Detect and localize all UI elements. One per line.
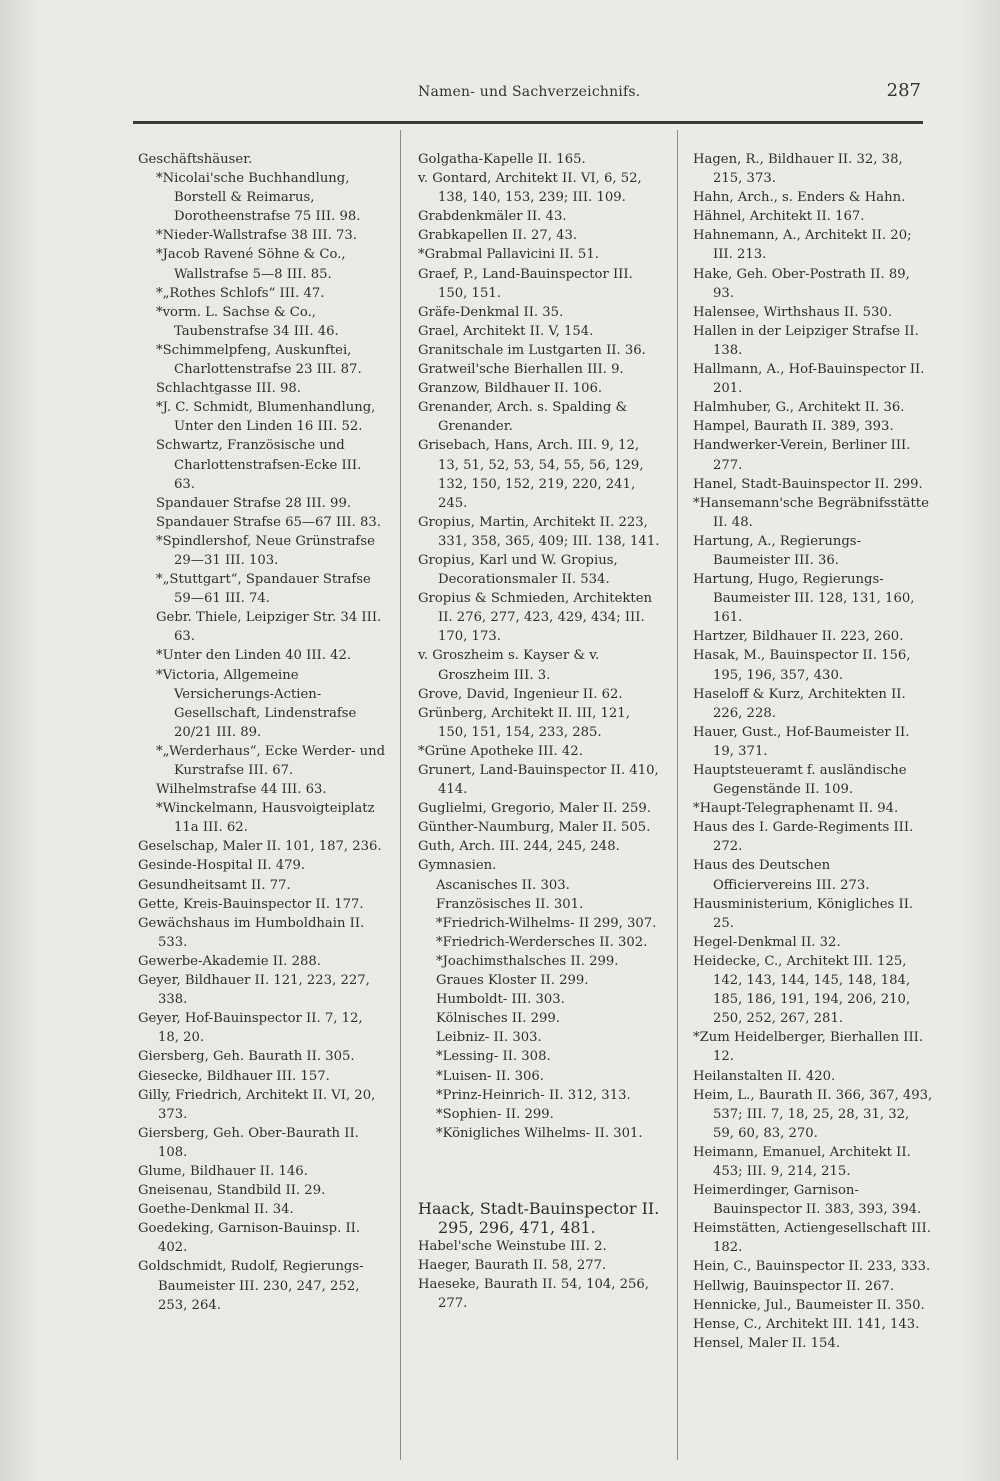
index-subentry: *Nicolai'sche Buchhandlung, Borstell & Reimarus, Dorotheenstrafse 75 III. 98. [156,171,361,225]
index-subentry: Gebr. Thiele, Leipziger Str. 34 III. 63. [156,610,382,645]
index-entry: *Grabmal Pallavicini II. 51. [418,247,599,263]
index-subentry: Spandauer Strafse 28 III. 99. [156,495,352,511]
index-entry: Hennicke, Jul., Baumeister II. 350. [693,1297,925,1313]
index-subentry: Kölnisches II. 299. [436,1011,560,1027]
running-title: Namen- und Sachverzeichnifs. [418,84,641,100]
index-subentry: Schlachtgasse III. 98. [156,381,301,397]
index-entry: Hausministerium, Königliches II. 25. [693,896,914,931]
page-header [133,78,923,108]
index-entry: Hake, Geh. Ober-Postrath II. 89, 93. [693,266,910,301]
index-column-1 [138,150,386,1315]
index-entry: *Grüne Apotheke III. 42. [418,743,583,759]
index-entry: Hallen in der Leipziger Strafse II. 138. [693,323,919,358]
index-entry: Gewächshaus im Humboldhain II. 533. [138,915,365,950]
index-subentry: Graues Kloster II. 299. [436,973,589,989]
index-entry: Grunert, Land-Bauinspector II. 410, 414. [418,763,659,798]
index-entry: Grael, Architekt II. V, 154. [418,323,594,339]
index-entry: Handwerker-Verein, Berliner III. 277. [693,438,911,473]
index-entry: Hasak, M., Bauinspector II. 156, 195, 196, 357, 430. [693,648,911,683]
index-subentry: Spandauer Strafse 65—67 III. 83. [156,514,381,530]
index-entry: Hartung, A., Regierungs-Baumeister III. 36. [693,533,862,568]
index-entry: Halmhuber, G., Architekt II. 36. [693,400,905,416]
column-divider [400,130,401,1460]
index-entry: Geyer, Hof-Bauinspector II. 7, 12, 18, 20. [138,1011,363,1046]
index-entry: Hahnemann, A., Architekt II. 20; III. 213. [693,228,912,263]
index-subentry: *Friedrich-Wilhelms- II 299, 307. [436,915,657,931]
index-entry: *Zum Heidelberger, Bierhallen III. 12. [693,1030,924,1065]
index-subentry: *Nieder-Wallstrafse 38 III. 73. [156,228,357,244]
index-entry: Guglielmi, Gregorio, Maler II. 259. [418,801,651,817]
index-entry: Hensel, Maler II. 154. [693,1335,841,1351]
index-entry: Hallmann, A., Hof-Bauinspector II. 201. [693,362,925,397]
index-entry: Grenander, Arch. s. Spalding & Grenander. [418,400,628,435]
index-subentry: *Joachimsthalsches II. 299. [436,953,619,969]
index-entry: Hartung, Hugo, Regierungs-Baumeister III. 128, 131, 160, 161. [693,572,915,626]
index-entry: Grünberg, Architekt II. III, 121, 150, 151, 154, 233, 285. [418,705,630,740]
index-entry: Giersberg, Geh. Baurath II. 305. [138,1049,355,1065]
index-entry: Granzow, Bildhauer II. 106. [418,381,603,397]
index-entry: Haus des I. Garde-Regiments III. 272. [693,820,914,855]
index-entry: Heidecke, C., Architekt III. 125, 142, 143, 144, 145, 148, 184, 185, 186, 191, 194, 206, 210, 250, 252, 267, 281. [693,953,911,1027]
index-column-2 [418,150,663,1313]
index-entry: Gewerbe-Akademie II. 288. [138,953,321,969]
index-entry: Haus des Deutschen Officiervereins III. 273. [693,858,870,893]
index-subentry: *Spindlershof, Neue Grünstrafse 29—31 III. 103. [156,533,375,568]
index-entry: Hampel, Baurath II. 389, 393. [693,419,894,435]
index-entry: Gropius, Martin, Architekt II. 223, 331, 358, 365, 409; III. 138, 141. [418,514,660,549]
index-entry: Hellwig, Bauinspector II. 267. [693,1278,895,1294]
index-entry: Guth, Arch. III. 244, 245, 248. [418,839,620,855]
index-entry: Grabkapellen II. 27, 43. [418,228,578,244]
index-entry: Hegel-Denkmal II. 32. [693,934,841,950]
index-entry: Heimerdinger, Garnison-Bauinspector II. 383, 393, 394. [693,1183,922,1218]
index-entry: Hauptsteueramt f. ausländische Gegenstände II. 109. [693,763,907,798]
index-entry: *Haupt-Telegraphenamt II. 94. [693,801,899,817]
index-entry: Gesinde-Hospital II. 479. [138,858,306,874]
index-subentry: *Friedrich-Werdersches II. 302. [436,934,648,950]
index-entry: Geselschap, Maler II. 101, 187, 236. [138,839,382,855]
index-entry: Goethe-Denkmal II. 34. [138,1202,294,1218]
index-column-3 [693,150,933,1353]
index-entry: Grabdenkmäler II. 43. [418,209,567,225]
index-subentry: *Prinz-Heinrich- II. 312, 313. [436,1087,631,1103]
index-subentry: *Sophien- II. 299. [436,1106,554,1122]
page-number: 287 [886,80,921,101]
index-entry: Graef, P., Land-Bauinspector III. 150, 151. [418,266,633,301]
index-subentry: *„Rothes Schlofs“ III. 47. [156,285,325,301]
index-entry: Heim, L., Baurath II. 366, 367, 493, 537; III. 7, 18, 25, 28, 31, 32, 59, 60, 83, 270. [693,1087,933,1141]
index-entry: Gräfe-Denkmal II. 35. [418,304,564,320]
index-entry: Halensee, Wirthshaus II. 530. [693,304,893,320]
index-entry: Gropius & Schmieden, Architekten II. 276, 277, 423, 429, 434; III. 170, 173. [418,591,653,645]
index-entry: Hartzer, Bildhauer II. 223, 260. [693,629,904,645]
index-entry: Gneisenau, Standbild II. 29. [138,1183,326,1199]
index-entry: Gette, Kreis-Bauinspector II. 177. [138,896,364,912]
index-subentry: *Winckelmann, Hausvoigteiplatz 11a III. 62. [156,801,375,836]
index-entry: Geyer, Bildhauer II. 121, 223, 227, 338. [138,973,370,1008]
index-subentry: *Lessing- II. 308. [436,1049,551,1065]
index-subentry: *„Stuttgart“, Spandauer Strafse 59—61 III. 74. [156,572,371,607]
index-subentry: *Unter den Linden 40 III. 42. [156,648,352,664]
index-entry: v. Groszheim s. Kayser & v. Groszheim III. 3. [418,648,600,683]
index-entry: Heimann, Emanuel, Architekt II. 453; III. 9, 214, 215. [693,1144,911,1179]
index-entry: Geschäftshäuser. [138,152,253,167]
index-entry: Hagen, R., Bildhauer II. 32, 38, 215, 373. [693,152,903,187]
index-subentry: Schwartz, Französische und Charlottenstrafsen-Ecke III. 63. [156,438,362,492]
index-subentry: *Victoria, Allgemeine Versicherungs-Actien-Gesellschaft, Lindenstrafse 20/21 III. 89. [156,667,357,740]
index-subentry: *Königliches Wilhelms- II. 301. [436,1125,643,1141]
index-entry: Günther-Naumburg, Maler II. 505. [418,820,651,836]
index-entry: Haeseke, Baurath II. 54, 104, 256, 277. [418,1277,650,1312]
index-entry: Habel'sche Weinstube III. 2. [418,1239,607,1255]
index-entry: Hein, C., Bauinspector II. 233, 333. [693,1259,931,1275]
index-subentry: *J. C. Schmidt, Blumenhandlung, Unter den Linden 16 III. 52. [156,400,376,435]
index-subentry: Französisches II. 301. [436,896,584,912]
column-divider [677,130,678,1460]
index-entry: Hahn, Arch., s. Enders & Hahn. [693,190,906,206]
index-subentry: Ascanisches II. 303. [436,877,570,893]
index-entry: Haeger, Baurath II. 58, 277. [418,1258,607,1274]
index-subentry: Humboldt- III. 303. [436,992,565,1008]
index-entry: Goldschmidt, Rudolf, Regierungs-Baumeister III. 230, 247, 252, 253, 264. [138,1259,364,1313]
index-entry: Haack, Stadt-Bauinspector II. 295, 296, 471, 481. [418,1198,660,1237]
index-entry: Granitschale im Lustgarten II. 36. [418,342,646,358]
index-entry: Gilly, Friedrich, Architekt II. VI, 20, 373. [138,1087,376,1122]
header-rule [133,121,923,124]
index-entry: *Hansemann'sche Begräbnifsstätte II. 48. [693,495,929,530]
index-entry: Goedeking, Garnison-Bauinsp. II. 402. [138,1221,361,1256]
index-entry: Grisebach, Hans, Arch. III. 9, 12, 13, 51, 52, 53, 54, 55, 56, 129, 132, 150, 152, 219, 220, 241, 245. [418,438,644,511]
index-subentry: *vorm. L. Sachse & Co., Taubenstrafse 34 III. 46. [156,304,339,339]
index-entry: Giersberg, Geh. Ober-Baurath II. 108. [138,1125,359,1160]
index-subentry: Leibniz- II. 303. [436,1030,542,1046]
index-entry: Hauer, Gust., Hof-Baumeister II. 19, 371. [693,724,910,759]
index-entry: v. Gontard, Architekt II. VI, 6, 52, 138, 140, 153, 239; III. 109. [418,171,642,206]
index-entry: Giesecke, Bildhauer III. 157. [138,1068,330,1084]
index-entry: Grove, David, Ingenieur II. 62. [418,686,623,702]
index-entry: Haseloff & Kurz, Architekten II. 226, 228. [693,686,906,721]
index-entry: Glume, Bildhauer II. 146. [138,1163,308,1179]
index-entry: Heimstätten, Actiengesellschaft III. 182. [693,1221,931,1256]
index-entry: Hense, C., Architekt III. 141, 143. [693,1316,920,1332]
index-entry: Gesundheitsamt II. 77. [138,877,291,893]
index-subentry: *Schimmelpfeng, Auskunftei, Charlottenstrafse 23 III. 87. [156,342,362,378]
index-entry: Gratweil'sche Bierhallen III. 9. [418,362,624,378]
index-entry: Hanel, Stadt-Bauinspector II. 299. [693,476,923,492]
index-subentry: *Jacob Ravené Söhne & Co., Wallstrafse 5—8 III. 85. [156,247,346,282]
index-entry: Gymnasien. [418,858,497,874]
index-subentry: Wilhelmstrafse 44 III. 63. [156,782,327,798]
index-entry: Hähnel, Architekt II. 167. [693,209,865,225]
index-entry: Gropius, Karl und W. Gropius, Decorationsmaler II. 534. [418,552,618,588]
index-entry: Heilanstalten II. 420. [693,1068,836,1084]
index-entry: Golgatha-Kapelle II. 165. [418,152,586,167]
index-subentry: *„Werderhaus“, Ecke Werder- und Kurstrafse III. 67. [156,743,386,778]
section-gap [418,1143,663,1199]
index-subentry: *Luisen- II. 306. [436,1068,544,1084]
